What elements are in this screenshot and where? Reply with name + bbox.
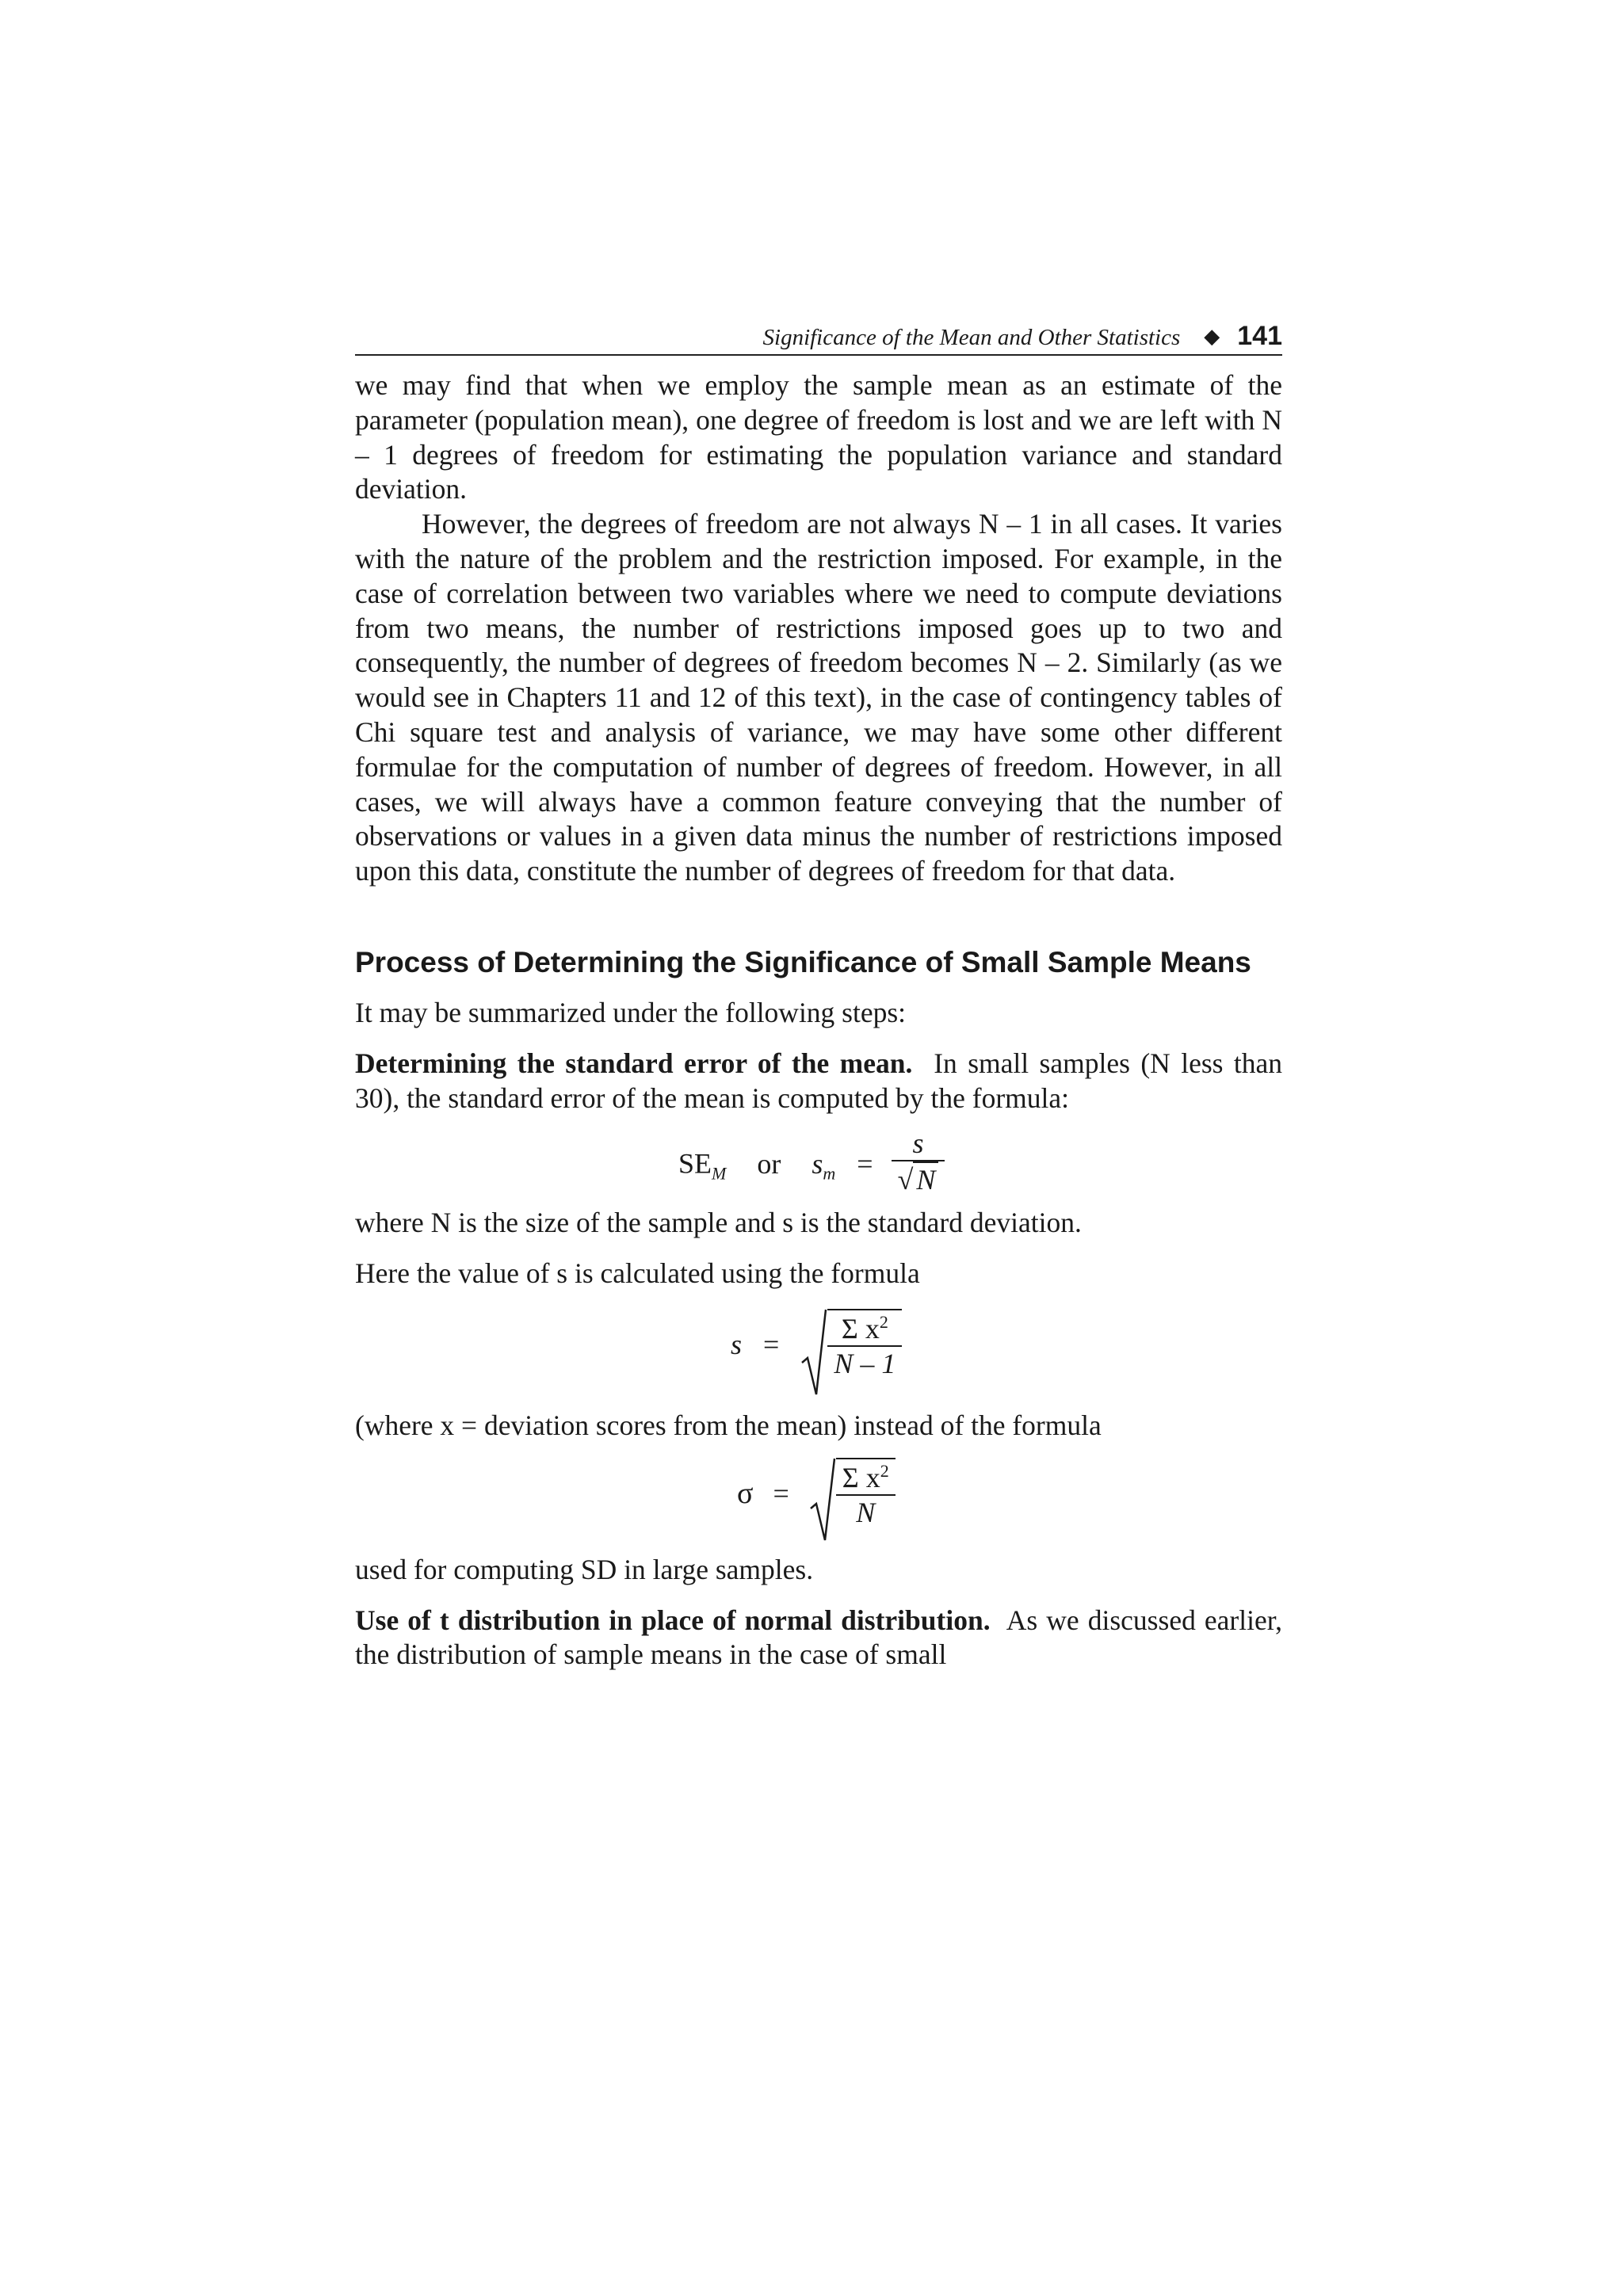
page-number: 141 [1237, 321, 1282, 351]
step-2-text: As we discussed earlier, the distribution of sample means in the case of small [355, 1604, 1282, 1671]
equation-standard-error [355, 1117, 1282, 1206]
where-x-text: (where x = deviation scores from the mean) instead of the formula [355, 1409, 1102, 1441]
eq2-radical [800, 1309, 902, 1380]
running-header [355, 321, 1282, 356]
paragraph-1: we may find that when we employ the sample mean as an estimate of the parameter (population mean), one degree of freedom is lost and we are left with N – 1 degrees of freedom for estimating the population variance and standard deviation. [355, 369, 1282, 505]
eq1-s-sub: m [823, 1163, 836, 1184]
intro-text: It may be summarized under the following steps: [355, 996, 907, 1028]
eq1-denominator-wrap: √ N [892, 1160, 945, 1196]
eq3-num-sup: 2 [880, 1460, 889, 1481]
where-text: where N is the size of the sample and s is the standard deviation. [355, 1207, 1082, 1239]
eq3-numerator-wrap [836, 1461, 896, 1494]
radical-sign-icon [800, 1309, 827, 1398]
eq3-radical [809, 1458, 896, 1529]
eq2-num-sup: 2 [879, 1311, 888, 1332]
step-1-lead: Determining the standard error of the mean. [355, 1047, 913, 1079]
equation-sample-sd [355, 1298, 1282, 1409]
eq2-denominator: N – 1 [827, 1345, 902, 1380]
eq1-equals: = [857, 1147, 873, 1180]
eq3-numerator: Σ x [842, 1461, 880, 1493]
eq2-equals: = [763, 1328, 780, 1360]
eq3-fraction [836, 1458, 896, 1529]
step-1-paragraph [355, 1047, 1282, 1116]
paragraph-2: However, the degrees of freedom are not always N – 1 in all cases. It varies with the nature of the problem and the restriction imposed. For example, in the case of correlation between two variables where we need to compute deviations from two means, the number of restrictions imposed goes up to two and consequently, the number of degrees of freedom becomes N – 2. Similarly (as we would see in Chapters 11 and 12 of this text), in the case of contingency tables of Chi square test and analysis of variance, we may have some other different formulae for the computation of number of degrees of freedom. However, in all cases, we will always have a common feature conveying that the number of observations or values in a given data minus the number of restrictions imposed upon this data, constitute the number of degrees of freedom for that data. [355, 508, 1282, 887]
here-text: Here the value of s is calculated using the formula [355, 1257, 920, 1290]
equation-population-sd [355, 1450, 1282, 1553]
step-2-lead: Use of t distribution in place of normal distribution. [355, 1604, 991, 1636]
diamond-icon: ◆ [1204, 325, 1220, 348]
eq3-sigma: σ [737, 1476, 754, 1510]
eq3-equals: = [773, 1477, 789, 1509]
eq2-numerator-wrap [827, 1312, 902, 1345]
eq1-numerator: s [912, 1127, 924, 1160]
used-text: used for computing SD in large samples. [355, 1553, 814, 1585]
eq1-or: or [757, 1147, 781, 1180]
eq1-se: SE [678, 1147, 712, 1180]
section-heading: Process of Determining the Significance of Small Sample Means [355, 945, 1251, 978]
eq2-s: s [731, 1328, 743, 1360]
step-1-text: In small samples (N less than 30), the standard error of the mean is computed by the formula: [355, 1047, 1283, 1114]
eq1-se-sub: M [712, 1163, 727, 1184]
running-title: Significance of the Mean and Other Statistics [762, 325, 1181, 350]
eq1-s: s [812, 1147, 823, 1180]
eq2-fraction [827, 1309, 902, 1380]
radical-sign-icon [809, 1458, 836, 1543]
eq1-fraction [892, 1127, 945, 1196]
eq3-denominator: N [836, 1494, 896, 1529]
eq1-denominator: N [913, 1161, 938, 1196]
step-2-paragraph [355, 1604, 1282, 1673]
page [355, 321, 1282, 1672]
eq2-numerator: Σ x [841, 1312, 880, 1344]
